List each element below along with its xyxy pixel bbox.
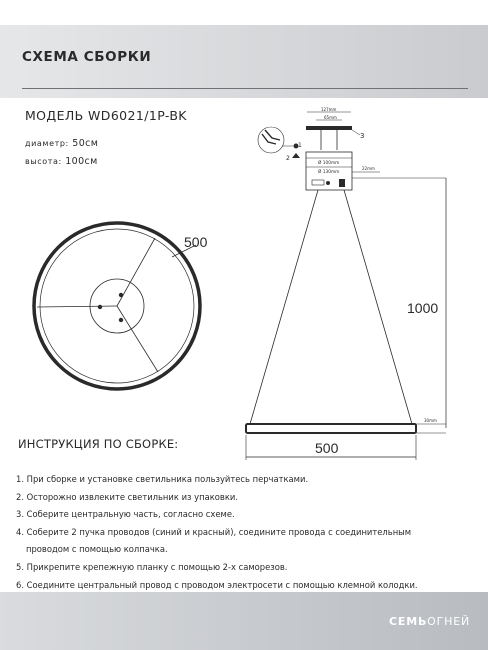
brand-bold: СЕМЬ xyxy=(389,615,428,628)
instruction-step: 4. Соберите 2 пучка проводов (синий и красный), соедините провода с соединительным xyxy=(16,526,412,537)
instructions-title: ИНСТРУКЦИЯ ПО СБОРКЕ: xyxy=(18,437,179,451)
diameter-label: диаметр: xyxy=(25,139,69,148)
instruction-step: 6. Соедините центральный провод с проводом электросети с помощью клемной колодки. xyxy=(16,579,418,590)
ring-thickness: 30mm xyxy=(424,418,437,423)
canopy-detail-2 xyxy=(326,181,330,185)
instruction-step: 2. Осторожно извлеките светильник из упаковки. xyxy=(16,491,238,502)
canopy-height: 22mm xyxy=(362,166,375,171)
callout-1: 1 xyxy=(298,142,302,149)
mounting-bracket xyxy=(306,126,352,130)
callout-3-leader xyxy=(352,130,360,135)
brand-light: ОГНЕЙ xyxy=(427,615,470,628)
wire-detail-wires xyxy=(262,130,280,144)
instruction-step: 1. При сборке и установке светильника пользуйтесь перчатками. xyxy=(16,474,309,484)
canopy-diameter-1: Ø 100mm xyxy=(318,161,340,166)
cable-left xyxy=(250,190,318,424)
brand-logo xyxy=(389,615,470,628)
callout-3: 3 xyxy=(360,132,365,140)
instruction-step: 5. Прикрепите крепежную планку с помощью 2-х саморезов. xyxy=(16,561,288,572)
canopy-width-2: 65mm xyxy=(324,115,337,120)
top-view-dimension: 500 xyxy=(184,234,208,250)
footer-bar xyxy=(0,592,488,650)
height-label: высота: xyxy=(25,157,62,166)
ring-width-dimension: 500 xyxy=(315,440,339,456)
top-view-point-1 xyxy=(119,293,123,297)
cable-right xyxy=(344,190,412,424)
top-view-point-3 xyxy=(119,318,123,322)
top-view-cable-3 xyxy=(117,306,158,372)
instructions-list xyxy=(16,471,481,594)
wire-detail-circle xyxy=(258,127,284,153)
ring-side-view xyxy=(246,424,416,433)
instruction-step: 3. Соберите центральную часть, согласно схеме. xyxy=(16,509,235,520)
canopy-detail-1 xyxy=(312,180,324,185)
canopy xyxy=(258,107,446,190)
canopy-width-1: 127mm xyxy=(321,107,337,112)
page-title: СХЕМА СБОРКИ xyxy=(22,49,152,65)
top-view-point-2 xyxy=(98,305,102,309)
top-view-cable-1 xyxy=(37,306,117,307)
callout-2: 2 xyxy=(286,155,290,162)
model-name: МОДЕЛЬ WD6021/1P-BK xyxy=(25,108,187,123)
canopy-diameter-2: Ø 130mm xyxy=(318,170,340,175)
instruction-step-continuation: проводом с помощью колпачка. xyxy=(26,544,168,555)
top-view xyxy=(34,223,208,389)
canopy-detail-3 xyxy=(339,179,345,187)
connector-block xyxy=(292,153,300,158)
height-value: 100см xyxy=(65,156,98,167)
height-dimension: 1000 xyxy=(407,300,439,316)
diameter-value: 50см xyxy=(72,138,99,149)
